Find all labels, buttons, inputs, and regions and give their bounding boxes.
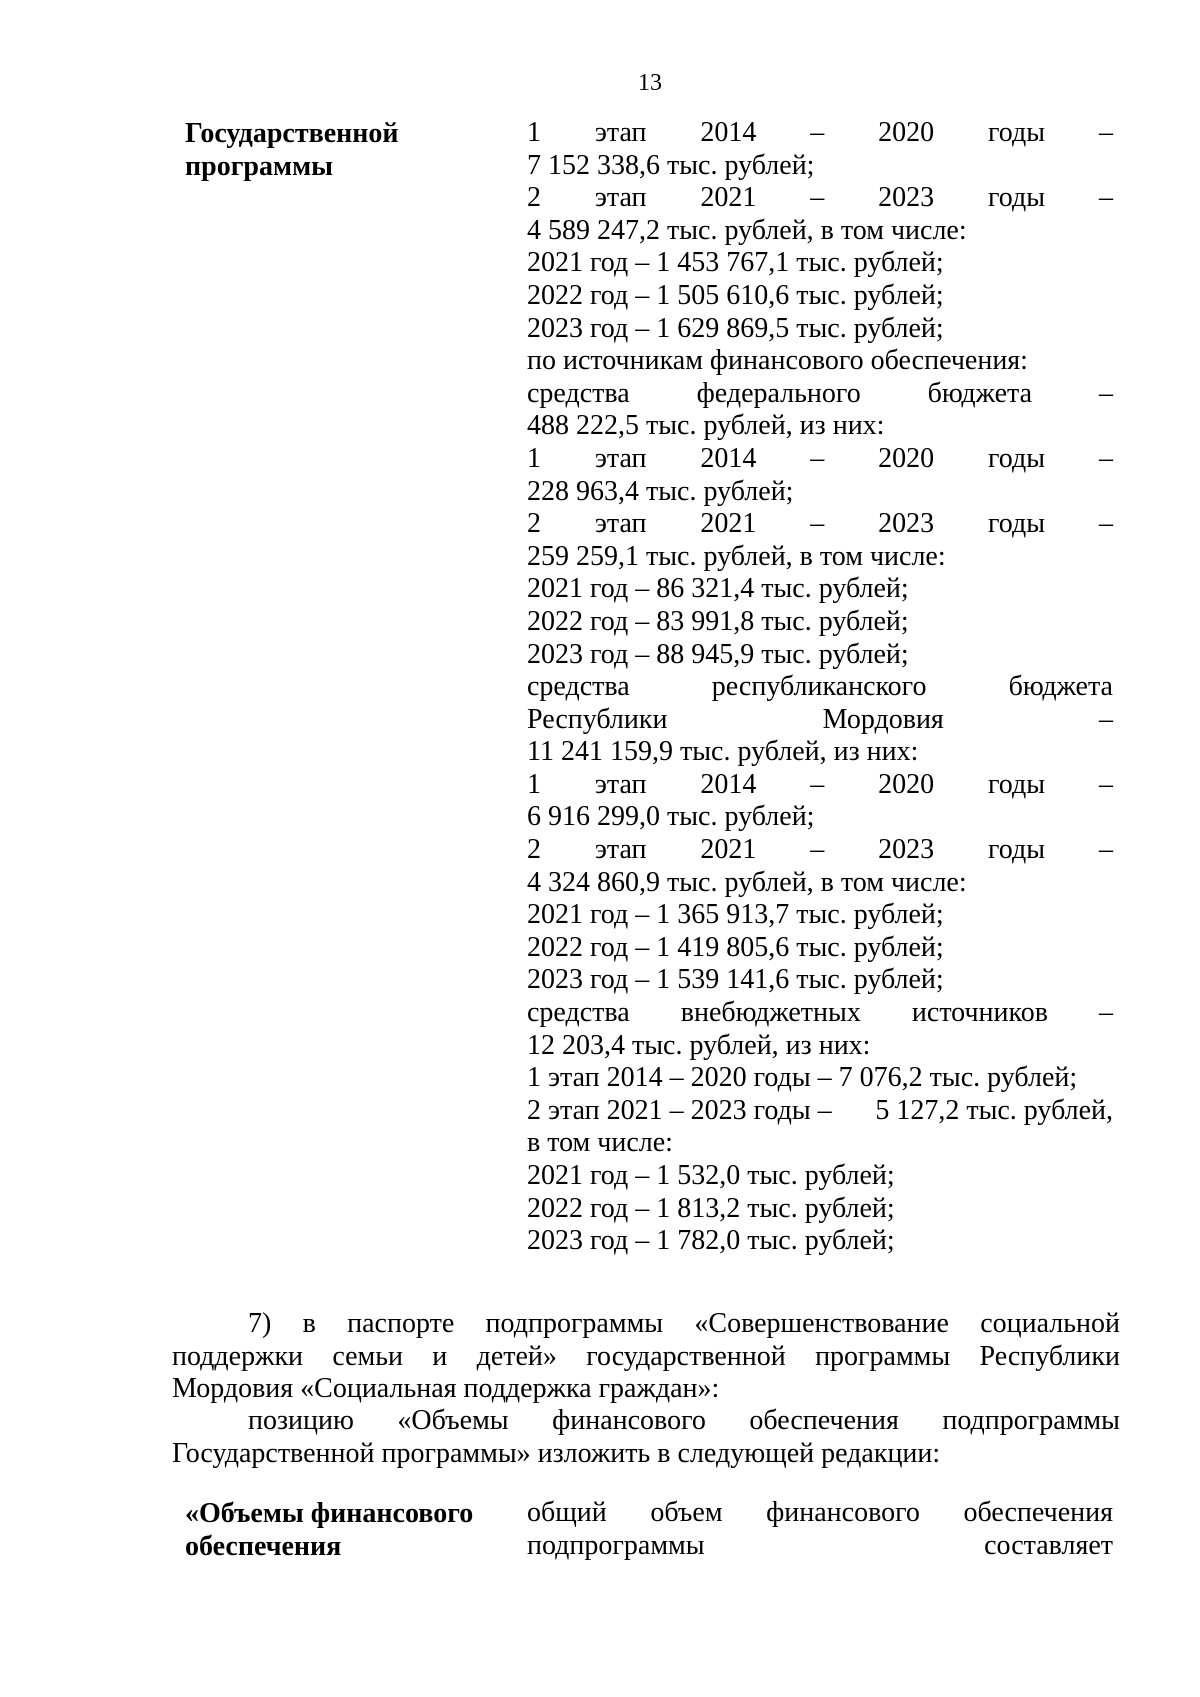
word: 2014 — [700, 442, 757, 474]
word: – — [1098, 182, 1113, 214]
word: этап — [594, 182, 647, 214]
text-line — [527, 1095, 1113, 1128]
word: источников — [911, 997, 1048, 1029]
word: средства — [527, 377, 630, 409]
text-line: 2021 год – 1 365 913,7 тыс. рублей; — [527, 899, 944, 931]
text-line — [172, 1341, 1120, 1374]
word: общий — [527, 1497, 607, 1528]
word: паспорте — [347, 1308, 455, 1339]
text-line — [527, 117, 1113, 150]
word: финансового — [552, 1405, 706, 1436]
row-label-line: обеспечения — [185, 1531, 342, 1562]
text-line: 7 152 338,6 тыс. рублей; — [527, 149, 815, 181]
word: 2023 — [878, 834, 935, 866]
text-line: 12 203,4 тыс. рублей, из них: — [527, 1029, 871, 1061]
word: средства — [527, 997, 630, 1029]
text-line — [527, 997, 1113, 1030]
word: составляет — [984, 1529, 1113, 1561]
word: программы — [815, 1340, 951, 1372]
word: 2014 — [700, 768, 757, 800]
word: годы — [988, 117, 1046, 148]
text-line — [172, 1308, 1120, 1341]
word: 2 — [527, 182, 541, 214]
text-line: 2023 год – 88 945,9 тыс. рублей; — [527, 638, 909, 670]
text-line: 2021 год – 86 321,4 тыс. рублей; — [527, 573, 909, 605]
word: этап — [594, 508, 647, 540]
word: Республики — [979, 1340, 1120, 1372]
word: средства — [527, 671, 630, 703]
word: обеспечения — [963, 1497, 1113, 1528]
text-line: 488 222,5 тыс. рублей, из них: — [527, 410, 885, 442]
word: подпрограммы — [527, 1529, 705, 1561]
word: – — [810, 834, 825, 866]
page-number: 13 — [638, 70, 662, 96]
word: – — [1098, 834, 1113, 866]
text-line — [527, 378, 1113, 411]
word: – — [810, 182, 825, 214]
text-line: Государственной программы» изложить в следующей редакции: — [172, 1437, 941, 1469]
amendment-paragraph — [172, 1308, 1120, 1406]
word: 2021 — [700, 182, 757, 214]
row-label-line: программы — [185, 151, 333, 182]
word: – — [1098, 117, 1113, 148]
word: республиканского — [711, 671, 927, 703]
text-line — [527, 769, 1113, 802]
text-line — [527, 834, 1113, 867]
word: позицию — [248, 1405, 354, 1436]
word: – — [1098, 442, 1113, 474]
word: «Совершенствование — [694, 1308, 949, 1339]
text-line: в том числе: — [527, 1127, 673, 1159]
text-line — [527, 1497, 1113, 1530]
text-line: 2023 год – 1 782,0 тыс. рублей; — [527, 1225, 895, 1257]
text-line: 4 589 247,2 тыс. рублей, в том числе: — [527, 214, 967, 246]
text-line: 228 963,4 тыс. рублей; — [527, 475, 794, 507]
word: годы — [988, 834, 1046, 866]
word: Мордовия — [822, 703, 944, 735]
word: 2021 — [700, 834, 757, 866]
word: внебюджетных — [680, 997, 861, 1029]
word: обеспечения — [749, 1405, 899, 1436]
word: – — [1098, 508, 1113, 540]
text-line — [527, 704, 1113, 737]
word: 2 — [527, 508, 541, 540]
text-line — [527, 443, 1113, 476]
text-line — [527, 508, 1113, 541]
word: подпрограммы — [942, 1405, 1120, 1436]
word: 2020 — [878, 117, 935, 148]
word: этап — [594, 834, 647, 866]
word: бюджета — [927, 377, 1033, 409]
word: годы — [988, 442, 1046, 474]
row-label-line: «Объемы финансового — [185, 1498, 474, 1529]
word: – — [1098, 377, 1113, 409]
text-line: 11 241 159,9 тыс. рублей, из них: — [527, 736, 919, 768]
text-line: 2023 год – 1 629 869,5 тыс. рублей; — [527, 312, 944, 344]
word: федерального — [696, 377, 861, 409]
word: и — [432, 1340, 448, 1372]
word: – — [810, 508, 825, 540]
row-label-line: Государственной — [185, 118, 399, 149]
row-label — [185, 1497, 473, 1563]
word: 2 этап 2021 – 2023 годы – — [527, 1094, 832, 1126]
word: годы — [988, 768, 1046, 800]
text-line: 2023 год – 1 539 141,6 тыс. рублей; — [527, 964, 944, 996]
word: этап — [594, 117, 647, 148]
word: государственной — [586, 1340, 786, 1372]
text-line: Мордовия «Социальная поддержка граждан»: — [172, 1373, 720, 1404]
word: детей» — [476, 1340, 557, 1372]
word: финансового — [766, 1497, 920, 1528]
word: «Объемы — [397, 1405, 509, 1436]
word: – — [1098, 768, 1113, 800]
text-line: 4 324 860,9 тыс. рублей, в том числе: — [527, 866, 967, 898]
word: годы — [988, 182, 1046, 214]
text-line: 2022 год – 83 991,8 тыс. рублей; — [527, 605, 909, 637]
word: 2020 — [878, 768, 935, 800]
word: 2021 — [700, 508, 757, 540]
text-line: 2022 год – 1 419 805,6 тыс. рублей; — [527, 931, 944, 963]
text-line: 6 916 299,0 тыс. рублей; — [527, 801, 815, 833]
word: бюджета — [1008, 671, 1113, 703]
text-line: по источникам финансового обеспечения: — [527, 345, 1028, 377]
word: Республики — [527, 703, 668, 735]
word: 2014 — [700, 117, 757, 148]
word: объем — [650, 1497, 723, 1528]
text-line: 2021 год – 1 453 767,1 тыс. рублей; — [527, 247, 944, 279]
word: – — [1099, 997, 1113, 1029]
word: семьи — [332, 1340, 403, 1372]
word: подпрограммы — [485, 1308, 664, 1339]
text-line — [527, 1530, 1113, 1563]
word: поддержки — [172, 1340, 304, 1372]
word: 1 — [527, 768, 541, 800]
word: – — [810, 442, 825, 474]
word: – — [1098, 703, 1113, 735]
word: – — [810, 768, 825, 800]
financing-details — [527, 117, 1113, 1258]
word: социальной — [980, 1308, 1120, 1339]
word: 2023 — [878, 182, 935, 214]
word: этап — [594, 768, 647, 800]
word: 2 — [527, 834, 541, 866]
word: в — [302, 1308, 316, 1339]
row-label — [185, 117, 399, 183]
word: этап — [594, 442, 647, 474]
word: – — [810, 117, 825, 148]
word: 1 — [527, 442, 541, 474]
word: 2020 — [878, 442, 935, 474]
text-line — [527, 182, 1113, 215]
text-line: 1 этап 2014 – 2020 годы – 7 076,2 тыс. рублей; — [527, 1062, 1078, 1094]
word: 5 127,2 тыс. рублей, — [875, 1094, 1113, 1126]
instruction-paragraph — [172, 1405, 1120, 1470]
text-line: 2021 год – 1 532,0 тыс. рублей; — [527, 1160, 895, 1191]
word: 1 — [527, 117, 541, 148]
financing-details — [527, 1497, 1113, 1562]
text-line: 2022 год – 1 505 610,6 тыс. рублей; — [527, 279, 944, 311]
text-line — [172, 1405, 1120, 1438]
word: 7) — [248, 1308, 272, 1339]
text-line: 259 259,1 тыс. рублей, в том числе: — [527, 540, 946, 572]
word: годы — [988, 508, 1046, 540]
text-line — [527, 671, 1113, 704]
text-line: 2022 год – 1 813,2 тыс. рублей; — [527, 1192, 895, 1224]
word: 2023 — [878, 508, 935, 540]
